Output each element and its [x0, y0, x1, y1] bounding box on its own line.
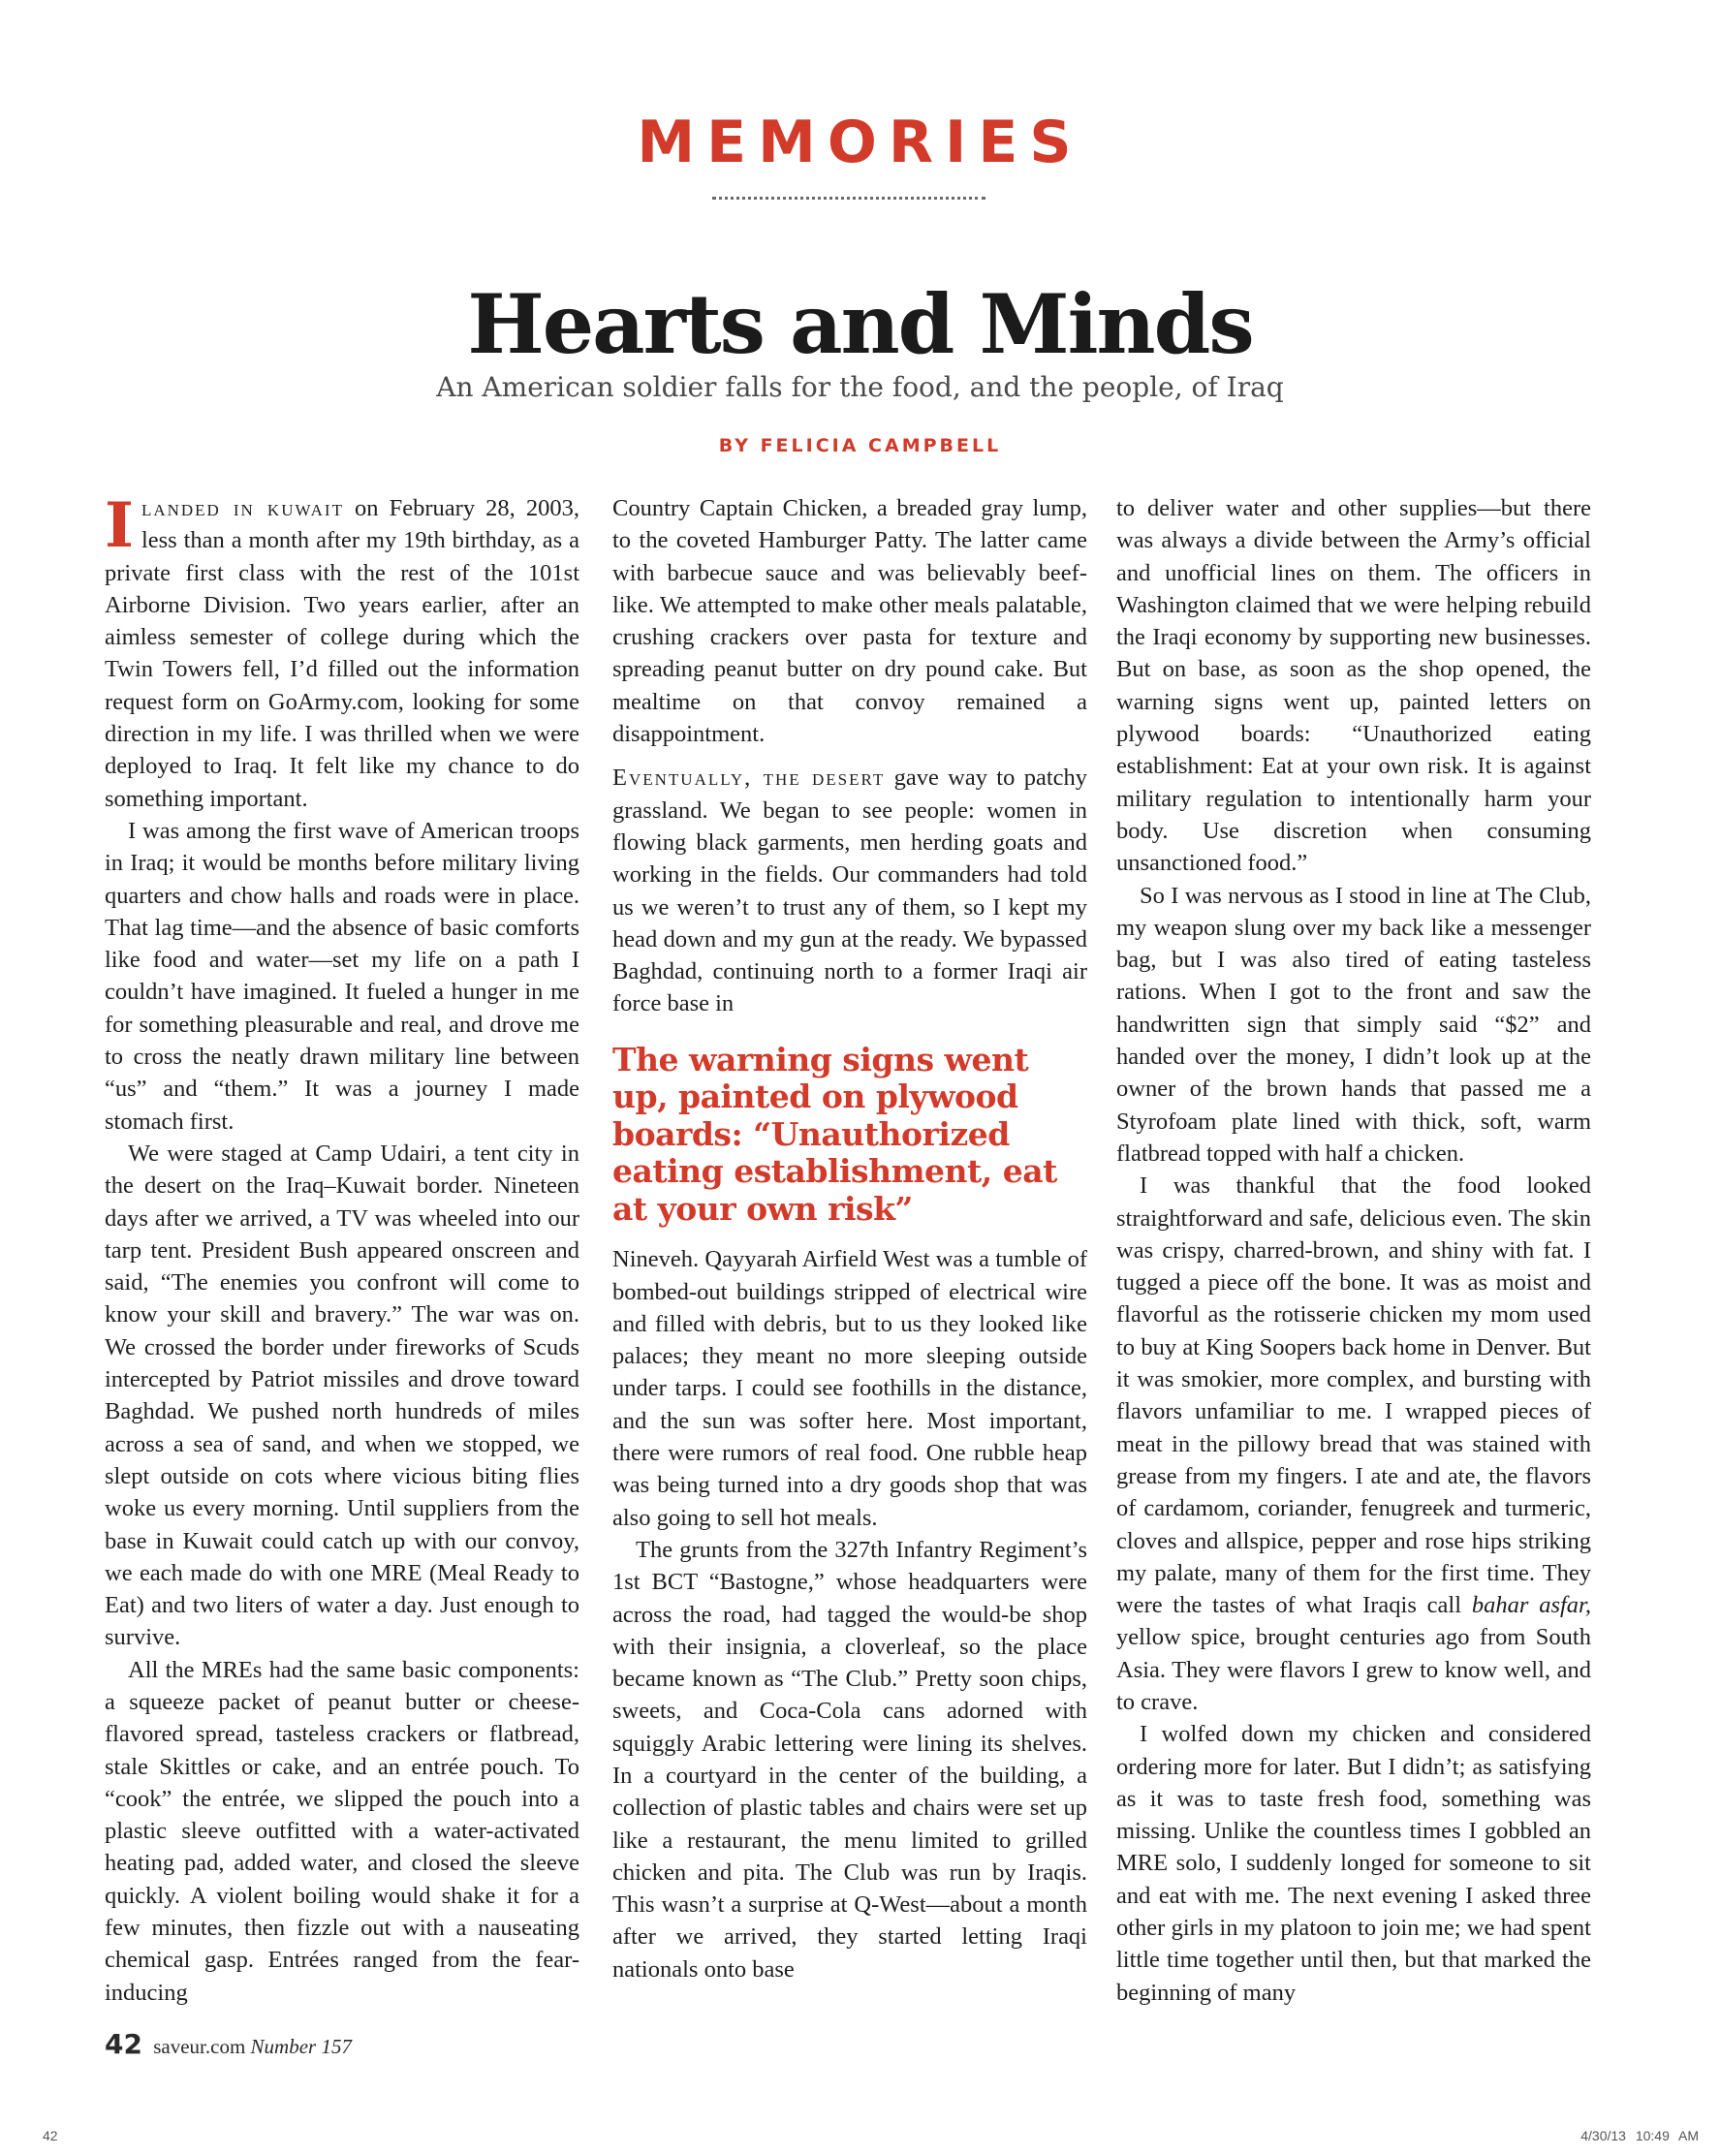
paragraph-text: on February 28, 2003, less than a month after my 19th birthday, as a private first class with the rest of the 101st Airborne Division. Two years earlier, after an aimless semester of college during which the Twin Towers fell, I’d filled out the information request form on GoArmy.com, looking for some direction in my life. I was thrilled when we were deployed to Iraq. It felt like my chance to do something important.	[105, 495, 579, 812]
site-name: saveur.com	[153, 2035, 246, 2058]
paragraph: Country Captain Chicken, a breaded gray lump, to the coveted Hamburger Patty. The latter came with barbecue sauce and was believably beef-like. We attempted to make other meals palatable, crushing crackers over pasta for texture and spreading peanut butter on dry pound cake. But mealtime on that convoy remained a disappointment.	[612, 495, 1087, 748]
lead-in: Eventually, the desert	[612, 765, 886, 792]
drop-cap: I	[105, 489, 134, 562]
article-title: Hearts and Minds	[467, 276, 1253, 372]
paragraph	[1116, 1170, 1591, 1718]
pull-quote: The warning signs went up, painted on plywood boards: “Unauthorized eating establishment, eat at your own risk”	[612, 1040, 1057, 1228]
paragraph: So I was nervous as I stood in line at The Club, my weapon slung over my back like a messenger bag, but I was also tired of eating tasteless rations. When I got to the front and saw the handwritten sign that simply said “$2” and handed over the money, I didn’t look up at the owner of the brown hands that passed me a Styrofoam plate lined with thick, soft, warm flatbread topped with half a chicken.	[1116, 882, 1591, 1167]
article-column-1	[105, 489, 579, 2009]
byline: BY FELICIA CAMPBELL	[718, 435, 1002, 456]
paragraph: The grunts from the 327th Infantry Regiment’s 1st BCT “Bastogne,” whose headquarters were across the road, had tagged the would-be shop with their insignia, a cloverleaf, so the place became known as “The Club.” Pretty soon chips, sweets, and Coca-Cola cans adorned with squiggly Arabic lettering were lining its shelves. In a courtyard in the center of the building, a collection of plastic tables and chairs were set up like a restaurant, the menu limited to grilled chicken and pita. The Club was run by Iraqis. This wasn’t a surprise at Q-West—about a month after we arrived, they started letting Iraqi nationals onto base	[612, 1536, 1087, 1983]
paragraph: We were staged at Camp Udairi, a tent city in the desert on the Iraq–Kuwait border. Nineteen days after we arrived, a TV was wheeled into our tarp tent. President Bush appeared onscreen and said, “The enemies you confront will come to know your skill and bravery.” The war was on. We crossed the border under fireworks of Scuds intercepted by Patriot missiles and drove toward Baghdad. We pushed north hundreds of miles across a sea of sand, and when we stopped, we slept outside on cots where vicious biting flies woke us every morning. Until suppliers from the base in Kuwait could catch up with our convoy, we each made do with one MRE (Meal Ready to Eat) and two liters of water a day. Just enough to survive.	[105, 1140, 579, 1651]
paragraph-text: yellow spice, brought centuries ago from South Asia. They were flavors I grew to know well, and to crave.	[1116, 1624, 1591, 1715]
issue-number: Number 157	[250, 2035, 352, 2058]
page-number: 42	[105, 2028, 142, 2060]
article-column-3	[1116, 492, 1591, 2009]
paragraph: Nineveh. Qayyarah Airfield West was a tumble of bombed-out buildings stripped of electrical wire and filled with debris, but to us they looked like palaces; they meant no more sleeping outside under tarps. I could see foothills in the distance, and the sun was softer here. Most important, there were rumors of real food. One rubble heap was being turned into a dry goods shop that was also going to sell hot meals.	[612, 1246, 1087, 1531]
article-subtitle: An American soldier falls for the food, and the people, of Iraq	[436, 371, 1284, 403]
dotted-divider	[712, 197, 985, 200]
paragraph-text: gave way to patchy grassland. We began to see people: women in flowing black garments, men herding goats and working in the fields. Our commanders had told us we weren’t to trust any of them, so I kept my head down and my gun at the ready. We bypassed Baghdad, continuing north to a former Iraqi air force base in	[612, 765, 1087, 1017]
print-slug-page: 42	[43, 2128, 58, 2143]
paragraph: I wolfed down my chicken and considered ordering more for later. But I didn’t; as satisfying as it was to taste fresh food, something was missing. Unlike the countless times I gobbled an MRE solo, I suddenly longed for someone to sit and eat with me. The next evening I asked three other girls in my platoon to join me; we had spent little time together until then, but that marked the beginning of many	[1116, 1721, 1591, 2006]
lead-in: landed in kuwait	[141, 495, 344, 521]
paragraph	[612, 762, 1087, 1019]
article-column-2	[612, 492, 1087, 1985]
page-folio	[105, 2029, 352, 2062]
print-slug-timestamp: 4/30/13 10:49 AM	[1580, 2128, 1699, 2143]
paragraph: All the MREs had the same basic components: a squeeze packet of peanut butter or cheese-flavored spread, tasteless crackers or flatbread, stale Skittles or cake, and an entrée pouch. To “cook” the entrée, we slipped the pouch into a plastic sleeve outfitted with a water-activated heating pad, added water, and closed the sleeve quickly. A violent boiling would shake it for a few minutes, then fizzle out with a nauseating chemical gasp. Entrées ranged from the fear-inducing	[105, 1656, 579, 2006]
section-label: MEMORIES	[637, 109, 1083, 176]
paragraph: I was among the first wave of American troops in Iraq; it would be months before military living quarters and chow halls and roads were in place. That lag time—and the absence of basic comforts like food and water—set my life on a path I couldn’t have imagined. It fueled a hunger in me for something pleasurable and real, and drove me to cross the neatly drawn military line between “us” and “them.” It was a journey I made stomach first.	[105, 817, 579, 1135]
paragraph: to deliver water and other supplies—but there was always a divide between the Army’s official and unofficial lines on them. The officers in Washington claimed that we were helping rebuild the Iraqi economy by supporting new businesses. But on base, as soon as the shop opened, the warning signs went up, painted letters on plywood boards: “Unauthorized eating establishment: Eat at your own risk. It is against military regulation to intentionally harm your body. Use discretion when consuming unsanctioned food.”	[1116, 495, 1591, 877]
italic-term: bahar asfar,	[1471, 1592, 1591, 1619]
paragraph	[105, 489, 579, 815]
paragraph-text: I was thankful that the food looked straightforward and safe, delicious even. The skin was crispy, charred-brown, and shiny with fat. I tugged a piece off the bone. It was as moist and flavorful as the rotisserie chicken my mom used to buy at King Soopers back home in Denver. But it was smokier, more complex, and bursting with flavors unfamiliar to me. I wrapped pieces of meat in the pillowy bread that was stained with grease from my fingers. I ate and ate, the flavors of cardamom, coriander, fenugreek and turmeric, cloves and allspice, pepper and rose hips striking my palate, many of them for the first time. They were the tastes of what Iraqis call	[1116, 1172, 1591, 1619]
